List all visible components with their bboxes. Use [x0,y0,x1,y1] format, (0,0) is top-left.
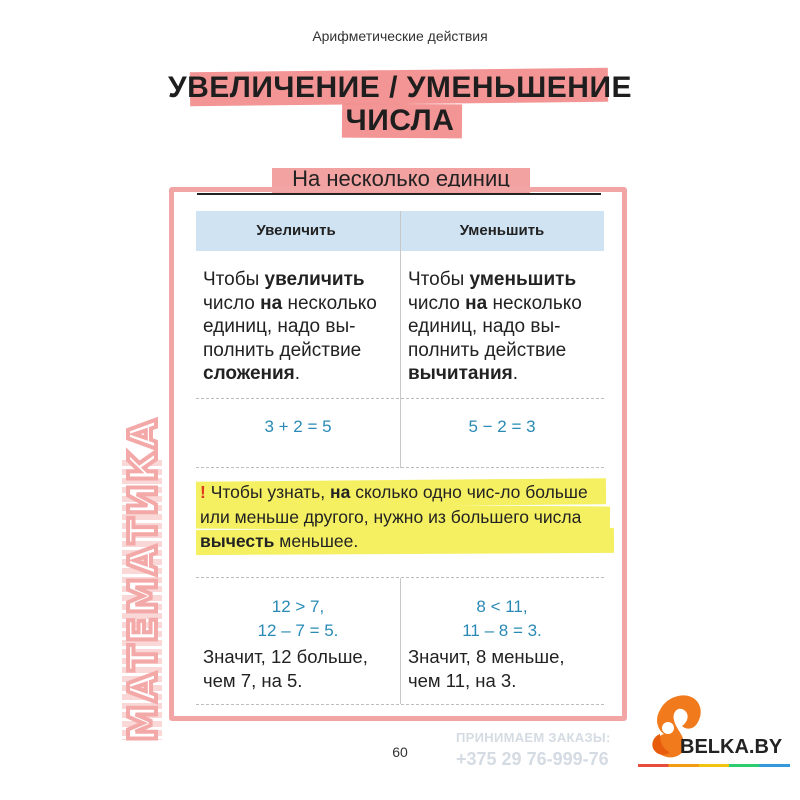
increase-equation: 3 + 2 = 5 [264,417,332,436]
example-left-conclusion: Значит, 12 больше, чем 7, на 5. [203,646,368,691]
exclamation-icon: ! [200,482,206,502]
title-line-2: ЧИСЛА [345,104,455,137]
column-divider-top [400,211,401,468]
page-section-header: Арифметические действия [312,28,488,44]
watermark-line-1: ПРИНИМАЕМ ЗАКАЗЫ: [456,730,611,745]
page-number: 60 [392,744,408,760]
logo-text: BELKA.BY [680,736,783,758]
side-subject-text: МАТЕМАТИКА [121,417,165,742]
header-decrease: Уменьшить [459,222,545,239]
logo-rainbow-line [638,764,790,767]
decrease-description: Чтобы уменьшить число на несколько единиц, надо вы-полнить действие вычитания. [408,269,582,384]
row-divider-1 [196,398,604,399]
increase-description: Чтобы увеличить число на несколько единиц, надо вы-полнить действие сложения. [203,269,377,384]
belka-logo [638,690,788,780]
side-subject-label [120,417,166,742]
row-divider-2 [196,467,604,468]
watermark-line-2: +375 29 76-999-76 [456,749,609,769]
row-divider-3 [196,577,604,578]
title-line-1: УВЕЛИЧЕНИЕ / УМЕНЬШЕНИЕ [167,71,633,104]
header-increase: Увеличить [256,222,336,239]
subtitle: На несколько единиц [292,166,510,191]
watermark [456,730,636,770]
example-left-equations: 12 > 7, 12 – 7 = 5. [257,597,339,640]
decrease-equation: 5 − 2 = 3 [468,417,536,436]
row-divider-4 [196,704,604,705]
rule-text: ! Чтобы узнать, на сколько одно чис-ло больше или меньше другого, нужно из большего числа вычесть меньшее. [200,482,588,551]
column-divider-bottom [400,578,401,704]
example-right-conclusion: Значит, 8 меньше, чем 11, на 3. [408,646,565,691]
example-right-equations: 8 < 11, 11 – 8 = 3. [462,597,542,640]
